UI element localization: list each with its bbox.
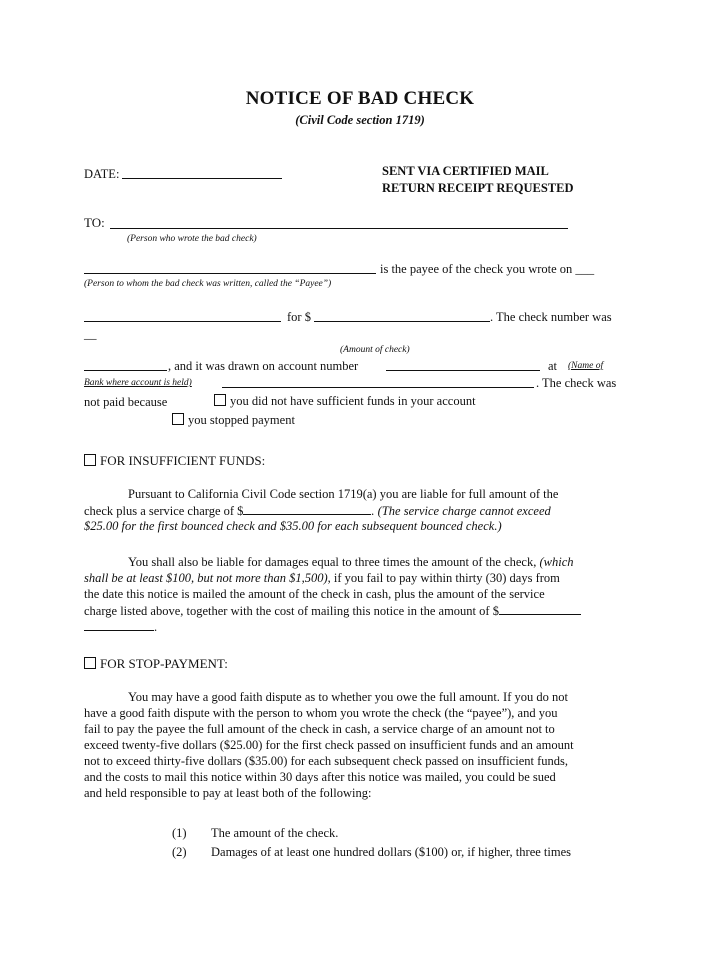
return-receipt-requested: RETURN RECEIPT REQUESTED xyxy=(382,181,574,195)
check-number-dash: __ xyxy=(84,327,97,341)
p2-damages-text: You shall also be liable for damages equal to three times the amount of the check, xyxy=(128,555,537,569)
account-number-field[interactable] xyxy=(386,360,540,371)
to-caption: (Person who wrote the bad check) xyxy=(127,234,257,244)
payee-field[interactable] xyxy=(84,263,376,274)
at-text: at xyxy=(548,359,558,373)
stop-payment-line: You may have a good faith dispute as to whether you owe the full amount. If you do not xyxy=(128,690,568,704)
check-was-text: . The check was xyxy=(536,376,617,390)
insufficient-p1-line2 xyxy=(84,503,551,519)
p1-cannot-exceed-text: . (The service charge cannot exceed xyxy=(371,504,551,518)
stop-payment-line: have a good faith dispute with the person to whom you wrote the check (the “payee”), and you xyxy=(84,706,558,720)
bank-caption-a: (Name of xyxy=(568,361,604,371)
bank-caption-b: Bank where account is held) xyxy=(84,378,192,388)
list-item-number: (2) xyxy=(172,845,187,859)
stop-payment-line: not to exceed thirty-five dollars ($35.00) for each subsequent check passed on insufficient funds, xyxy=(84,754,569,768)
option-insufficient-funds-label: you did not have sufficient funds in your account xyxy=(230,394,476,408)
for-amount-label: for $ xyxy=(287,310,311,324)
p2-mailing-cost-text: charge listed above, together with the cost of mailing this notice in the amount of $ xyxy=(84,604,499,618)
check-number-field[interactable] xyxy=(84,360,167,371)
amount-field[interactable] xyxy=(314,311,490,322)
not-paid-because-text: not paid because xyxy=(84,395,168,409)
stop-payment-heading-label: FOR STOP-PAYMENT: xyxy=(100,656,228,671)
document-subtitle: (Civil Code section 1719) xyxy=(295,113,425,127)
list-item-text: Damages of at least one hundred dollars ($100) or, if higher, three times xyxy=(211,845,571,859)
mailing-cost-field-a[interactable] xyxy=(499,603,581,615)
mailing-cost-field-b[interactable] xyxy=(84,619,154,631)
insufficient-p2-line1 xyxy=(128,555,574,570)
check-date-field[interactable] xyxy=(84,311,281,322)
p2-fail-to-pay-text: , if you fail to pay within thirty (30) days from xyxy=(327,571,560,585)
document-title: NOTICE OF BAD CHECK xyxy=(245,88,475,109)
checkbox-icon[interactable] xyxy=(84,657,96,669)
check-number-text: . The check number was xyxy=(490,310,612,324)
insufficient-p2-line3: the date this notice is mailed the amount of the check in cash, plus the amount of the service xyxy=(84,587,545,601)
stop-payment-line: and held responsible to pay at least both of the following: xyxy=(84,786,372,800)
p2-period: . xyxy=(154,620,158,634)
to-label: TO: xyxy=(84,215,105,230)
date-label: DATE: xyxy=(84,167,120,181)
insufficient-funds-heading-label: FOR INSUFFICIENT FUNDS: xyxy=(100,453,266,468)
p2-limits-text: shall be at least $100, but not more than $1,500) xyxy=(84,571,328,585)
checkbox-icon[interactable] xyxy=(214,394,226,406)
insufficient-p2-line2 xyxy=(84,571,560,586)
service-charge-field[interactable] xyxy=(243,503,371,515)
checkbox-icon[interactable] xyxy=(172,413,184,425)
p2-which-text: (which xyxy=(539,555,574,569)
checkbox-icon[interactable] xyxy=(84,454,96,466)
option-stopped-payment[interactable] xyxy=(172,413,295,428)
payee-text: is the payee of the check you wrote on ___ xyxy=(380,262,595,276)
sent-via-certified-mail: SENT VIA CERTIFIED MAIL xyxy=(382,164,549,178)
list-item-number: (1) xyxy=(172,826,187,840)
to-field[interactable] xyxy=(110,218,568,229)
stop-payment-heading[interactable] xyxy=(84,656,228,672)
list-item-text: The amount of the check. xyxy=(211,826,339,840)
insufficient-p1-line3: $25.00 for the first bounced check and $35.00 for each subsequent bounced check.) xyxy=(84,519,502,533)
payee-caption: (Person to whom the bad check was written, called the “Payee”) xyxy=(84,279,332,289)
insufficient-funds-heading[interactable] xyxy=(84,453,265,469)
bank-name-field[interactable] xyxy=(222,377,534,388)
insufficient-p2-line5 xyxy=(84,619,157,635)
stop-payment-line: exceed twenty-five dollars ($25.00) for the first check passed on insufficient funds and an amount xyxy=(84,738,574,752)
amount-caption: (Amount of check) xyxy=(340,345,410,355)
stop-payment-line: and the costs to mail this notice within 30 days after this notice was mailed, you could be sued xyxy=(84,770,556,784)
date-field[interactable] xyxy=(122,168,282,179)
p1-service-charge-text: check plus a service charge of $ xyxy=(84,504,244,518)
option-insufficient-funds[interactable] xyxy=(214,394,476,409)
option-stopped-payment-label: you stopped payment xyxy=(188,413,295,427)
drawn-on-account-text: , and it was drawn on account number xyxy=(168,359,359,373)
insufficient-p2-line4 xyxy=(84,603,581,619)
insufficient-p1-line1: Pursuant to California Civil Code section 1719(a) you are liable for full amount of the xyxy=(128,487,559,501)
stop-payment-line: fail to pay the payee the full amount of the check in cash, a service charge of an amount not to xyxy=(84,722,555,736)
